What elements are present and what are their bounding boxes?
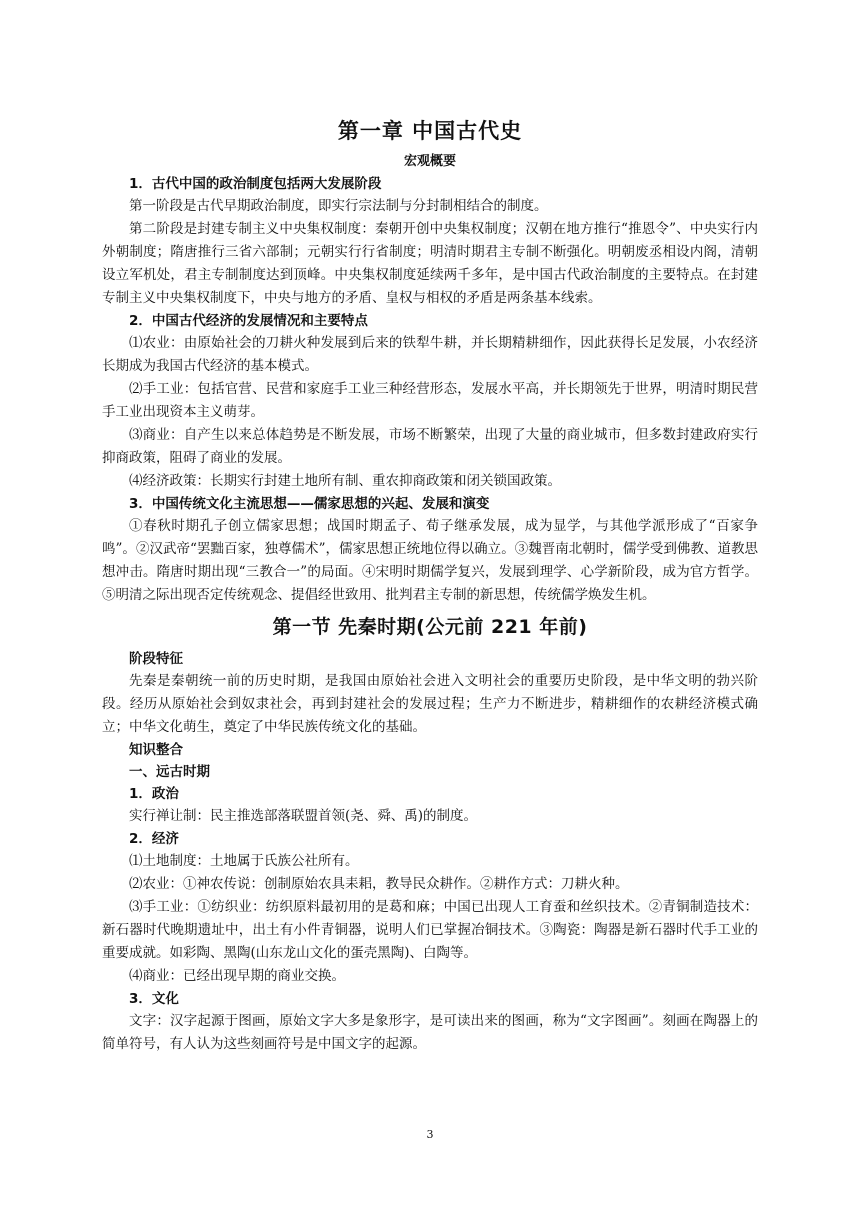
economy-paragraph-2: ⑵农业：①神农传说：创制原始农具耒耜，教导民众耕作。②耕作方式：刀耕火种。 xyxy=(129,876,629,892)
chapter-title: 第一章 中国古代史 xyxy=(337,119,523,143)
culture-heading: 3．文化 xyxy=(129,991,179,1007)
overview-heading-1: 1．古代中国的政治制度包括两大发展阶段 xyxy=(129,176,382,192)
overview-paragraph-4: ⑵手工业：包括官营、民营和家庭手工业三种经营形态，发展水平高，并长期领先于世界，明清时期民营手工业出现资本主义萌芽。 xyxy=(102,381,758,420)
section-title: 第一节 先秦时期(公元前 221 年前) xyxy=(272,616,588,638)
overview-paragraph-6: ⑷经济政策：长期实行封建土地所有制、重农抑商政策和闭关锁国政策。 xyxy=(129,473,561,489)
culture-paragraph: 文字：汉字起源于图画，原始文字大多是象形字，是可读出来的图画，称为“文字图画”。刻画在陶器上的简单符号，有人认为这些刻画符号是中国文字的起源。 xyxy=(102,1013,758,1052)
overview-title: 宏观概要 xyxy=(403,154,456,169)
overview-paragraph-1: 第一阶段是古代早期政治制度，即实行宗法制与分封制相结合的制度。 xyxy=(129,198,548,214)
overview-paragraph-7: ①春秋时期孔子创立儒家思想；战国时期孟子、荀子继承发展，成为显学，与其他学派形成了“百家争鸣”。②汉武帝“罢黜百家，独尊儒术”，儒家思想正统地位得以确立。③魏晋南北朝时，儒学受到佛教、道教思想冲击。隋唐时期出现“三教合一”的局面。④宋明时期儒学复兴，发展到理学、心学新阶段，成为官方哲学。⑤明清之际出现否定传统观念、提倡经世致用、批判君主专制的新思想，传统儒学焕发生机。 xyxy=(102,518,758,603)
stage-heading: 阶段特征 xyxy=(129,651,183,667)
overview-paragraph-2: 第二阶段是封建专制主义中央集权制度：秦朝开创中央集权制度；汉朝在地方推行“推恩令”、中央实行内外朝制度；隋唐推行三省六部制；元朝实行行省制度；明清时期君主专制不断强化。明朝废丞相设内阁，清朝设立军机处，君主专制制度达到顶峰。中央集权制度延续两千多年，是中国古代政治制度的主要特点。在封建专制主义中央集权制度下，中央与地方的矛盾、皇权与相权的矛盾是两条基本线索。 xyxy=(102,221,758,306)
page-number: 3 xyxy=(426,1128,434,1141)
economy-paragraph-4: ⑷商业：已经出现早期的商业交换。 xyxy=(129,968,345,984)
economy-paragraph-3: ⑶手工业：①纺织业：纺织原料最初用的是葛和麻；中国已出现人工育蚕和丝织技术。②青铜制造技术：新石器时代晚期遗址中，出土有小件青铜器，说明人们已掌握冶铜技术。③陶瓷：陶器是新石器时代手工业的重要成就。如彩陶、黑陶(山东龙山文化的蛋壳黑陶)、白陶等。 xyxy=(102,899,758,961)
part1-heading: 一、远古时期 xyxy=(129,764,210,780)
overview-paragraph-5: ⑶商业：自产生以来总体趋势是不断发展，市场不断繁荣，出现了大量的商业城市，但多数封建政府实行抑商政策，阻碍了商业的发展。 xyxy=(102,427,758,466)
overview-heading-2: 2．中国古代经济的发展情况和主要特点 xyxy=(129,313,368,329)
overview-heading-3: 3．中国传统文化主流思想——儒家思想的兴起、发展和演变 xyxy=(129,496,490,512)
economy-heading: 2．经济 xyxy=(129,831,179,847)
economy-paragraph-1: ⑴土地制度：土地属于氏族公社所有。 xyxy=(129,853,359,869)
knowledge-heading: 知识整合 xyxy=(129,742,183,758)
overview-paragraph-3: ⑴农业：由原始社会的刀耕火种发展到后来的铁犁牛耕，并长期精耕细作，因此获得长足发展，小农经济长期成为我国古代经济的基本模式。 xyxy=(102,335,758,374)
stage-paragraph: 先秦是秦朝统一前的历史时期，是我国由原始社会进入文明社会的重要历史阶段，是中华文明的勃兴阶段。经历从原始社会到奴隶社会，再到封建社会的发展过程；生产力不断进步，精耕细作的农耕经济模式确立；中华文化萌生，奠定了中华民族传统文化的基础。 xyxy=(102,673,758,735)
page-content xyxy=(102,116,758,1056)
politics-heading: 1．政治 xyxy=(129,786,179,802)
politics-paragraph: 实行禅让制：民主推选部落联盟首领(尧、舜、禹)的制度。 xyxy=(129,808,478,824)
